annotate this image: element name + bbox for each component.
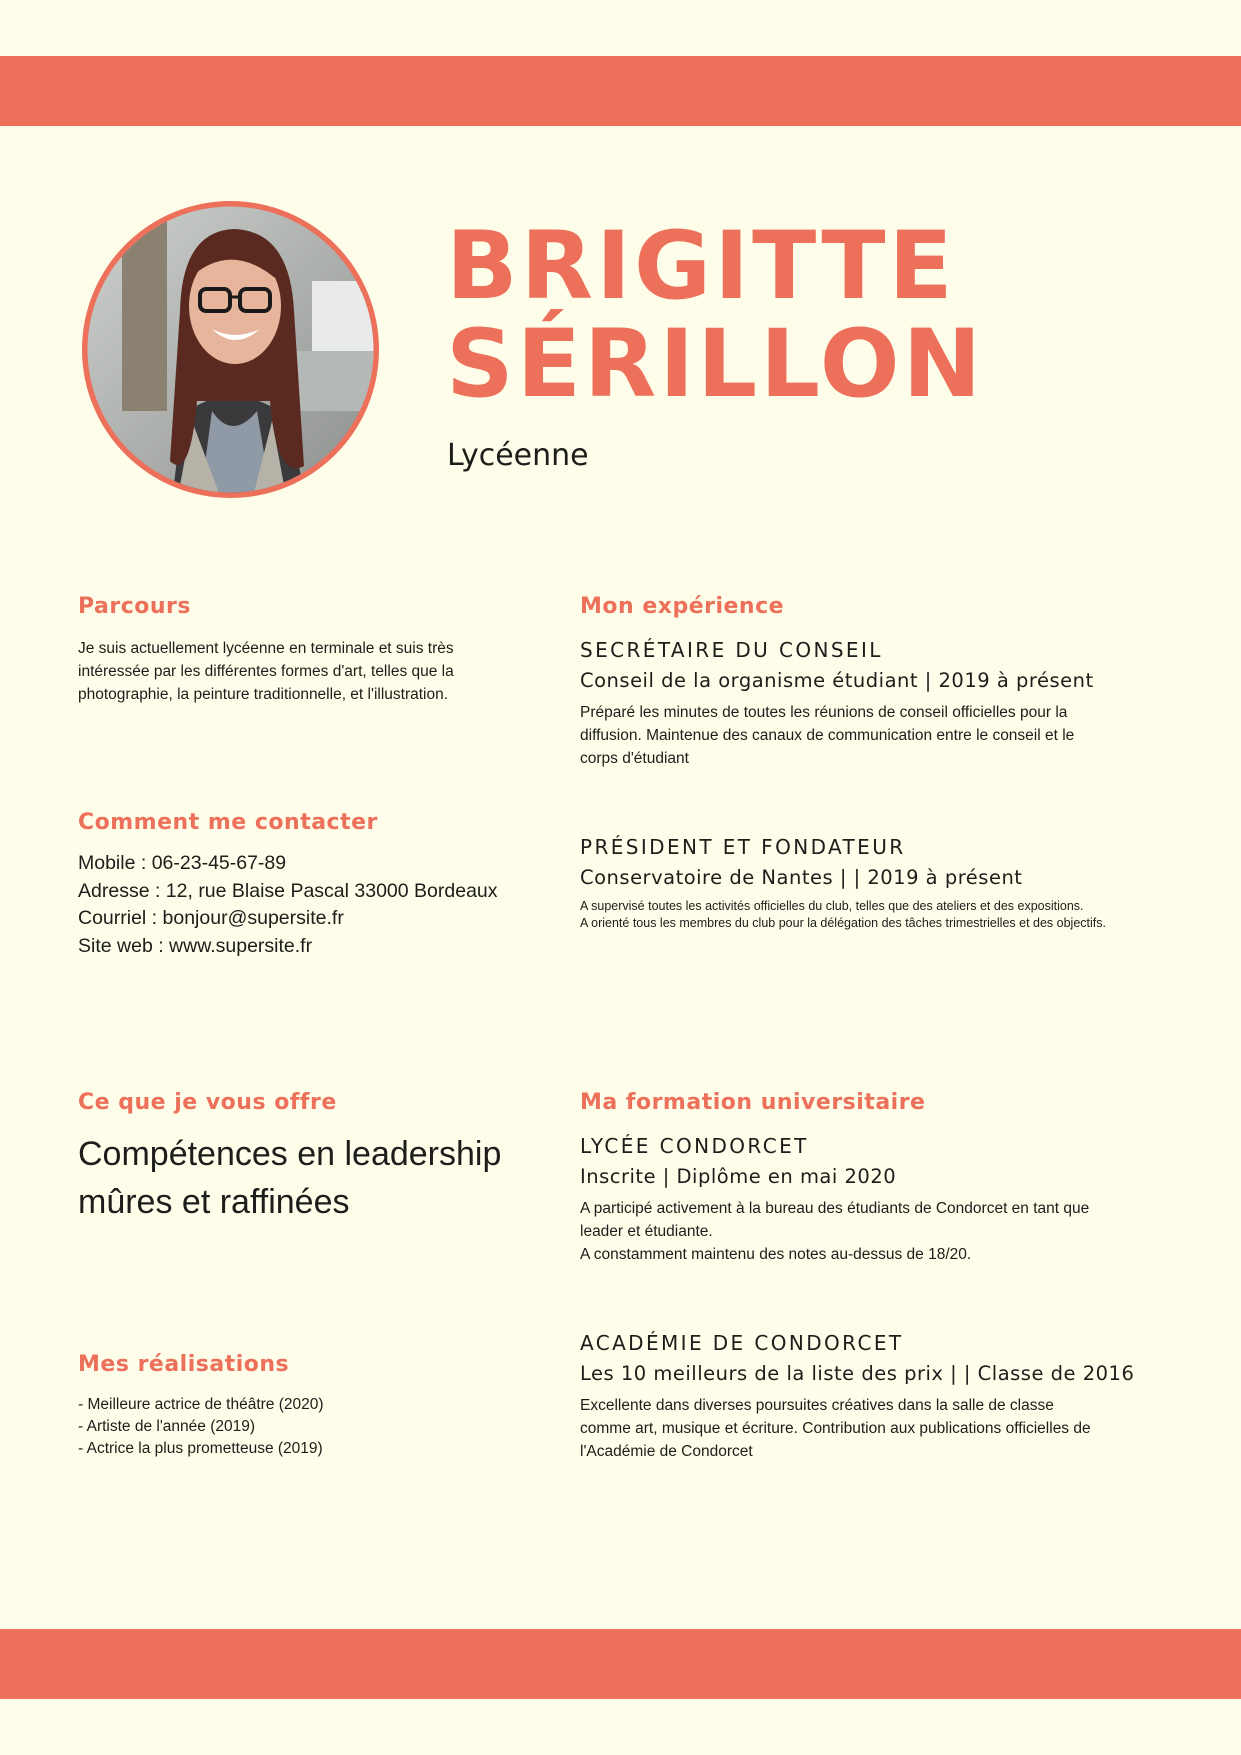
- school-subtitle-1: Les 10 meilleurs de la liste des prix | | Classe de 2016: [580, 1362, 1135, 1385]
- parcours-text: [78, 637, 454, 706]
- school-line: comme art, musique et écriture. Contribution aux publications officielles de: [580, 1420, 1091, 1437]
- contact-email: Courriel : bonjour@supersite.fr: [78, 907, 344, 929]
- school-line: A participé activement à la bureau des étudiants de Condorcet en tant que: [580, 1200, 1090, 1217]
- school-subtitle-0: Inscrite | Diplôme en mai 2020: [580, 1165, 897, 1188]
- job-line: Préparé les minutes de toutes les réunions de conseil officielles pour la: [580, 704, 1068, 721]
- contact-heading: Comment me contacter: [78, 810, 378, 835]
- school-line: l'Académie de Condorcet: [580, 1443, 753, 1460]
- parcours-line: photographie, la peinture traditionnelle, et l'illustration.: [78, 686, 449, 703]
- job-subtitle-1: Conservatoire de Nantes | | 2019 à présent: [580, 866, 1023, 889]
- job-line: A supervisé toutes les activités officielles du club, telles que des ateliers et des expositions.: [580, 899, 1084, 913]
- contact-details: [78, 850, 498, 960]
- parcours-line: intéressée par les différentes formes d'art, telles que la: [78, 663, 454, 680]
- parcours-line: Je suis actuellement lycéenne en terminale et suis très: [78, 640, 454, 657]
- contact-website: Site web : www.supersite.fr: [78, 934, 313, 957]
- job-title-1: PRÉSIDENT ET FONDATEUR: [580, 835, 906, 859]
- achievement-item: - Artiste de l'année (2019): [78, 1418, 256, 1435]
- last-name: SÉRILLON: [446, 310, 985, 419]
- offer-heading: Ce que je vous offre: [78, 1090, 337, 1115]
- experience-heading: Mon expérience: [580, 594, 785, 619]
- job-title: Lycéenne: [447, 438, 589, 473]
- school-description-0: [580, 1197, 1089, 1266]
- offer-line: Compétences en leadership: [78, 1135, 502, 1173]
- contact-mobile: Mobile : 06-23-45-67-89: [78, 852, 287, 874]
- job-description-1: [580, 898, 1106, 932]
- job-subtitle-0: Conseil de la organisme étudiant | 2019 à présent: [580, 669, 1094, 692]
- offer-line: mûres et raffinées: [78, 1183, 350, 1221]
- school-title-0: LYCÉE CONDORCET: [580, 1134, 809, 1158]
- contact-address: Adresse : 12, rue Blaise Pascal 33000 Bordeaux: [78, 879, 498, 902]
- achievements-list: [78, 1394, 324, 1460]
- achievement-item: - Actrice la plus prometteuse (2019): [78, 1440, 323, 1457]
- school-line: A constamment maintenu des notes au-dessus de 18/20.: [580, 1246, 972, 1263]
- achievement-item: - Meilleure actrice de théâtre (2020): [78, 1396, 324, 1413]
- job-line: corps d'étudiant: [580, 750, 689, 767]
- school-title-1: ACADÉMIE DE CONDORCET: [580, 1331, 904, 1355]
- job-line: A orienté tous les membres du club pour la délégation des tâches trimestrielles et des objectifs.: [580, 916, 1106, 930]
- candidate-name: [446, 212, 985, 419]
- job-title-0: SECRÉTAIRE DU CONSEIL: [580, 638, 883, 662]
- education-heading: Ma formation universitaire: [580, 1090, 926, 1115]
- achievements-heading: Mes réalisations: [78, 1352, 290, 1377]
- parcours-heading: Parcours: [78, 594, 191, 619]
- school-line: Excellente dans diverses poursuites créatives dans la salle de classe: [580, 1397, 1054, 1414]
- top-accent-band: [0, 56, 1241, 126]
- school-line: leader et étudiante.: [580, 1223, 713, 1240]
- portrait-image: [82, 201, 379, 498]
- first-name: BRIGITTE: [446, 212, 956, 321]
- profile-photo: [82, 201, 379, 498]
- bottom-accent-band: [0, 1629, 1241, 1699]
- offer-text: [78, 1130, 501, 1226]
- school-description-1: [580, 1394, 1091, 1463]
- job-line: diffusion. Maintenue des canaux de communication entre le conseil et le: [580, 727, 1075, 744]
- job-description-0: [580, 701, 1074, 770]
